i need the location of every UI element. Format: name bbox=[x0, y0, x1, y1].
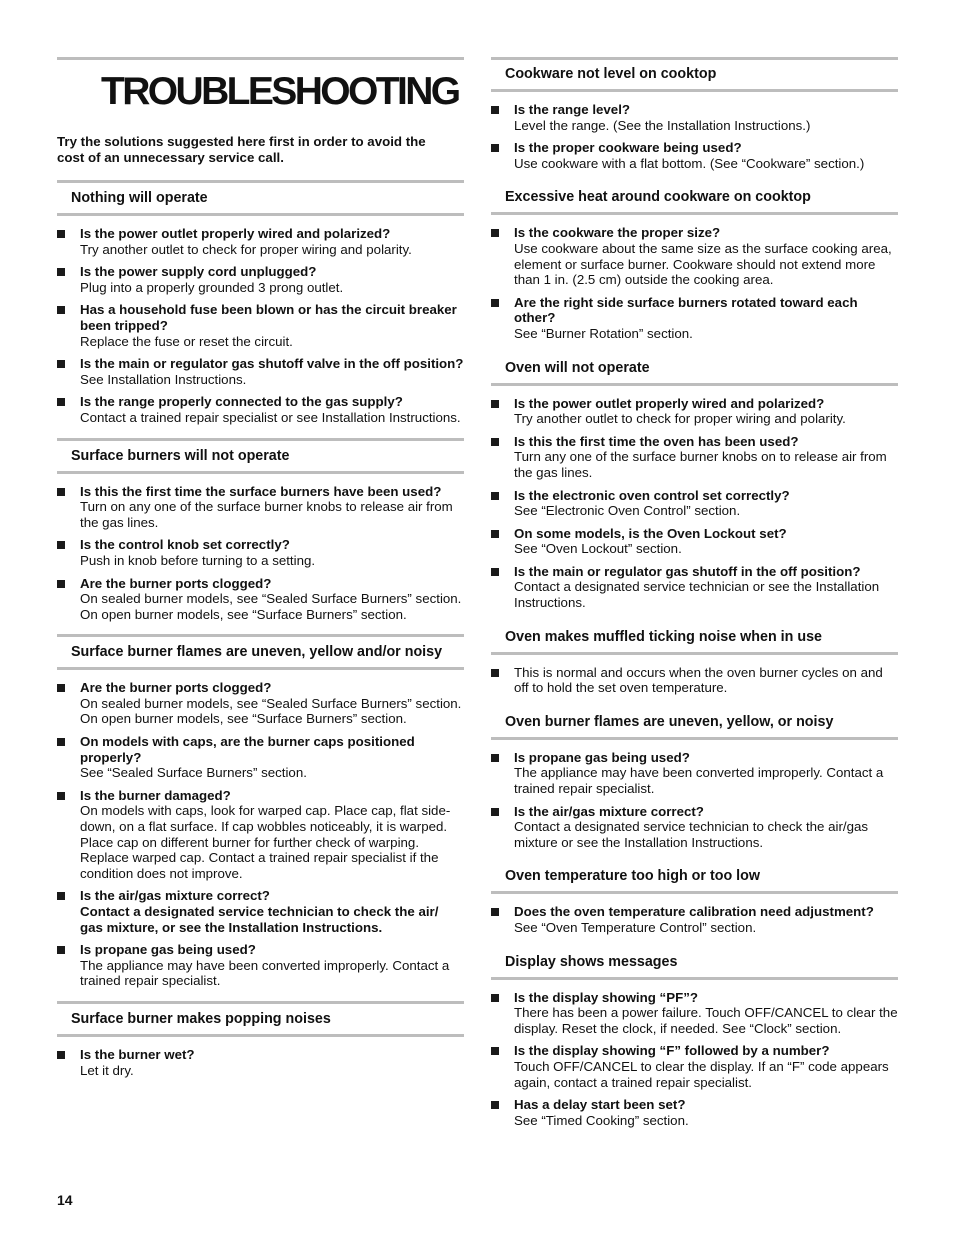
list-item bbox=[57, 226, 464, 257]
list-item bbox=[491, 750, 898, 797]
answer-text: Try another outlet to check for proper wiring and polarity. bbox=[514, 411, 846, 427]
square-bullet-icon bbox=[491, 568, 499, 576]
question-text: Are the right side surface burners rotated toward each other? bbox=[514, 294, 858, 326]
troubleshooting-section bbox=[491, 862, 898, 935]
square-bullet-icon bbox=[57, 738, 65, 746]
list-item bbox=[57, 264, 464, 295]
answer-text-bold: Contact a designated service technician to check the air/ gas mixture, or see the Installation Instructions. bbox=[80, 904, 439, 935]
answer-text: This is normal and occurs when the oven burner cycles on and off to hold the set oven temperature. bbox=[514, 664, 883, 696]
answer-text: On sealed burner models, see “Sealed Surface Burners” section. bbox=[80, 591, 462, 607]
question-text: Is the proper cookware being used? bbox=[514, 140, 742, 156]
left-sections bbox=[57, 180, 464, 1078]
square-bullet-icon bbox=[57, 792, 65, 800]
troubleshooting-section bbox=[491, 708, 898, 851]
list-item bbox=[57, 537, 464, 568]
question-text: Are the burner ports clogged? bbox=[80, 575, 272, 591]
right-sections bbox=[491, 60, 898, 1128]
square-bullet-icon bbox=[491, 438, 499, 446]
question-text: Is the range properly connected to the gas supply? bbox=[80, 394, 403, 410]
section-heading: Oven makes muffled ticking noise when in use bbox=[491, 623, 898, 655]
answer-text: Contact a designated service technician or see the Installation Instructions. bbox=[514, 579, 880, 611]
answer-text: The appliance may have been converted improperly. Contact a trained repair specialist. bbox=[80, 957, 450, 989]
list-item bbox=[57, 788, 464, 882]
square-bullet-icon bbox=[491, 908, 499, 916]
answer-text: On open burner models, see “Surface Burners” section. bbox=[80, 711, 407, 727]
troubleshooting-section bbox=[57, 438, 464, 623]
square-bullet-icon bbox=[57, 580, 65, 588]
list-item bbox=[57, 942, 464, 989]
question-text: Is the burner damaged? bbox=[80, 787, 231, 803]
troubleshooting-section bbox=[491, 183, 898, 341]
question-text: Is the burner wet? bbox=[80, 1046, 195, 1062]
square-bullet-icon bbox=[491, 299, 499, 307]
list-item bbox=[57, 356, 464, 387]
square-bullet-icon bbox=[57, 306, 65, 314]
left-column bbox=[57, 57, 464, 1090]
list-item bbox=[491, 140, 898, 171]
troubleshooting-section bbox=[491, 623, 898, 696]
square-bullet-icon bbox=[491, 530, 499, 538]
answer-text: Plug into a properly grounded 3 prong outlet. bbox=[80, 279, 344, 295]
answer-text: Turn any one of the surface burner knobs on to release air from the gas lines. bbox=[514, 449, 887, 480]
list-item bbox=[491, 396, 898, 427]
answer-text: On open burner models, see “Surface Burners” section. bbox=[80, 606, 407, 622]
answer-text: See “Electronic Oven Control” section. bbox=[514, 503, 741, 519]
question-text: Is the air/gas mixture correct? bbox=[514, 803, 704, 819]
square-bullet-icon bbox=[57, 1051, 65, 1059]
answer-text: Push in knob before turning to a setting. bbox=[80, 552, 316, 568]
answer-text: The appliance may have been converted improperly. Contact a trained repair specialist. bbox=[514, 765, 884, 797]
item-list bbox=[491, 980, 898, 1129]
list-item bbox=[57, 302, 464, 349]
intro-text: Try the solutions suggested here first in order to avoid the cost of an unnecessary service call. bbox=[57, 134, 426, 165]
answer-text: There has been a power failure. Touch OFF/CANCEL to clear the display. Reset the clock, if needed. See “Clock” section. bbox=[514, 1005, 898, 1036]
item-list bbox=[491, 215, 898, 341]
list-item bbox=[491, 488, 898, 519]
list-item bbox=[57, 576, 464, 623]
answer-text: Replace the fuse or reset the circuit. bbox=[80, 333, 293, 349]
question-text: Has a household fuse been blown or has the circuit breaker been tripped? bbox=[80, 302, 457, 333]
question-text: Is the range level? bbox=[514, 102, 631, 117]
question-text: Is the main or regulator gas shutoff valve in the off position? bbox=[80, 356, 464, 372]
question-text: Are the burner ports clogged? bbox=[80, 680, 272, 696]
list-item bbox=[491, 225, 898, 287]
item-list bbox=[491, 894, 898, 935]
answer-text: Contact a designated service technician to check the air/gas mixture or see the Installation Instructions. bbox=[514, 819, 869, 850]
item-list bbox=[57, 216, 464, 426]
square-bullet-icon bbox=[491, 106, 499, 114]
troubleshooting-section bbox=[57, 634, 464, 989]
answer-text: Touch OFF/CANCEL to clear the display. If an “F” code appears again, contact a trained repair specialist. bbox=[514, 1058, 889, 1090]
question-text: Does the oven temperature calibration need adjustment? bbox=[514, 904, 874, 920]
troubleshooting-section bbox=[57, 180, 464, 426]
list-item bbox=[57, 484, 464, 531]
square-bullet-icon bbox=[57, 541, 65, 549]
list-item bbox=[491, 990, 898, 1037]
answer-text: See “Burner Rotation” section. bbox=[514, 325, 693, 341]
question-text: Is the power outlet properly wired and polarized? bbox=[80, 226, 391, 241]
list-item bbox=[491, 102, 898, 133]
question-text: Is the electronic oven control set correctly? bbox=[514, 487, 790, 503]
answer-text: Use cookware about the same size as the surface cooking area, element or surface burner. Cookware should not extend more than 1 in. (2.5 cm) outside the cooking area. bbox=[514, 240, 892, 288]
square-bullet-icon bbox=[57, 684, 65, 692]
square-bullet-icon bbox=[491, 144, 499, 152]
list-item bbox=[491, 1043, 898, 1090]
section-heading: Display shows messages bbox=[491, 948, 898, 980]
question-text: Is the air/gas mixture correct? bbox=[80, 888, 270, 904]
square-bullet-icon bbox=[491, 1101, 499, 1109]
question-text: Is propane gas being used? bbox=[80, 942, 256, 958]
answer-text: Let it dry. bbox=[80, 1062, 134, 1078]
answer-text: Level the range. (See the Installation Instructions.) bbox=[514, 117, 811, 133]
list-item bbox=[491, 526, 898, 557]
section-heading: Cookware not level on cooktop bbox=[491, 60, 898, 92]
list-item bbox=[57, 734, 464, 781]
list-item bbox=[491, 665, 898, 696]
square-bullet-icon bbox=[491, 1047, 499, 1055]
answer-text: Use cookware with a flat bottom. (See “Cookware” section.) bbox=[514, 155, 865, 171]
list-item bbox=[491, 295, 898, 342]
title-rule bbox=[57, 57, 464, 60]
question-text: Has a delay start been set? bbox=[514, 1097, 686, 1113]
square-bullet-icon bbox=[57, 360, 65, 368]
answer-text: Try another outlet to check for proper wiring and polarity. bbox=[80, 241, 412, 257]
section-heading: Surface burner makes popping noises bbox=[57, 1001, 464, 1037]
section-heading: Surface burners will not operate bbox=[57, 438, 464, 474]
list-item bbox=[57, 680, 464, 727]
item-list bbox=[491, 386, 898, 611]
square-bullet-icon bbox=[491, 669, 499, 677]
answer-text: On sealed burner models, see “Sealed Surface Burners” section. bbox=[80, 695, 462, 711]
troubleshooting-section bbox=[491, 60, 898, 171]
square-bullet-icon bbox=[491, 229, 499, 237]
answer-text: Contact a trained repair specialist or see Installation Instructions. bbox=[80, 409, 461, 425]
question-text: Is propane gas being used? bbox=[514, 749, 690, 765]
question-text: Is this the first time the oven has been used? bbox=[514, 433, 799, 449]
square-bullet-icon bbox=[491, 994, 499, 1002]
question-text: On models with caps, are the burner caps positioned properly? bbox=[80, 734, 415, 765]
right-column bbox=[491, 57, 898, 1140]
square-bullet-icon bbox=[57, 268, 65, 276]
item-list bbox=[57, 474, 464, 623]
section-heading: Oven temperature too high or too low bbox=[491, 862, 898, 894]
item-list bbox=[57, 670, 464, 989]
list-item bbox=[57, 1047, 464, 1078]
section-heading: Nothing will operate bbox=[57, 180, 464, 216]
answer-text: On models with caps, look for warped cap. Place cap, flat side-down, on a flat surface. If cap wobbles noticeably, it is warped. Place cap on different burner for further check of warping. Replace warped cap. Contact a trained repair specialist if the condition does not improve. bbox=[80, 803, 451, 881]
question-text: Is the power supply cord unplugged? bbox=[80, 264, 317, 280]
question-text: Is the cookware the proper size? bbox=[514, 225, 721, 241]
question-text: On some models, is the Oven Lockout set? bbox=[514, 525, 787, 541]
square-bullet-icon bbox=[491, 492, 499, 500]
square-bullet-icon bbox=[57, 488, 65, 496]
list-item bbox=[491, 904, 898, 935]
answer-text: See Installation Instructions. bbox=[80, 371, 247, 387]
troubleshooting-section bbox=[491, 354, 898, 611]
square-bullet-icon bbox=[57, 230, 65, 238]
list-item bbox=[491, 1097, 898, 1128]
square-bullet-icon bbox=[491, 400, 499, 408]
item-list bbox=[57, 1037, 464, 1078]
section-heading: Excessive heat around cookware on cooktop bbox=[491, 183, 898, 215]
list-item bbox=[57, 394, 464, 425]
square-bullet-icon bbox=[491, 808, 499, 816]
list-item bbox=[491, 434, 898, 481]
answer-text: See “Oven Temperature Control” section. bbox=[514, 920, 757, 935]
list-item bbox=[491, 564, 898, 611]
question-text: Is this the first time the surface burners have been used? bbox=[80, 483, 442, 499]
answer-text: See “Oven Lockout” section. bbox=[514, 541, 682, 557]
troubleshooting-section bbox=[491, 948, 898, 1129]
section-heading: Oven burner flames are uneven, yellow, or noisy bbox=[491, 708, 898, 740]
item-list bbox=[491, 92, 898, 171]
section-heading: Surface burner flames are uneven, yellow and/or noisy bbox=[57, 634, 464, 670]
answer-text: See “Sealed Surface Burners” section. bbox=[80, 765, 307, 781]
square-bullet-icon bbox=[57, 946, 65, 954]
section-heading: Oven will not operate bbox=[491, 354, 898, 386]
page-title: TROUBLESHOOTING bbox=[101, 70, 459, 113]
question-text: Is the display showing “PF”? bbox=[514, 989, 698, 1005]
question-text: Is the display showing “F” followed by a number? bbox=[514, 1043, 830, 1059]
list-item bbox=[491, 804, 898, 851]
list-item bbox=[57, 888, 464, 935]
answer-text: See “Timed Cooking” section. bbox=[514, 1112, 689, 1128]
troubleshooting-section bbox=[57, 1001, 464, 1078]
square-bullet-icon bbox=[57, 892, 65, 900]
square-bullet-icon bbox=[57, 398, 65, 406]
item-list bbox=[491, 740, 898, 851]
answer-text: Turn on any one of the surface burner knobs to release air from the gas lines. bbox=[80, 499, 453, 530]
page-number: 14 bbox=[57, 1192, 73, 1208]
question-text: Is the control knob set correctly? bbox=[80, 537, 290, 553]
square-bullet-icon bbox=[491, 754, 499, 762]
question-text: Is the power outlet properly wired and polarized? bbox=[514, 395, 825, 411]
item-list bbox=[491, 655, 898, 696]
question-text: Is the main or regulator gas shutoff in the off position? bbox=[514, 563, 861, 579]
